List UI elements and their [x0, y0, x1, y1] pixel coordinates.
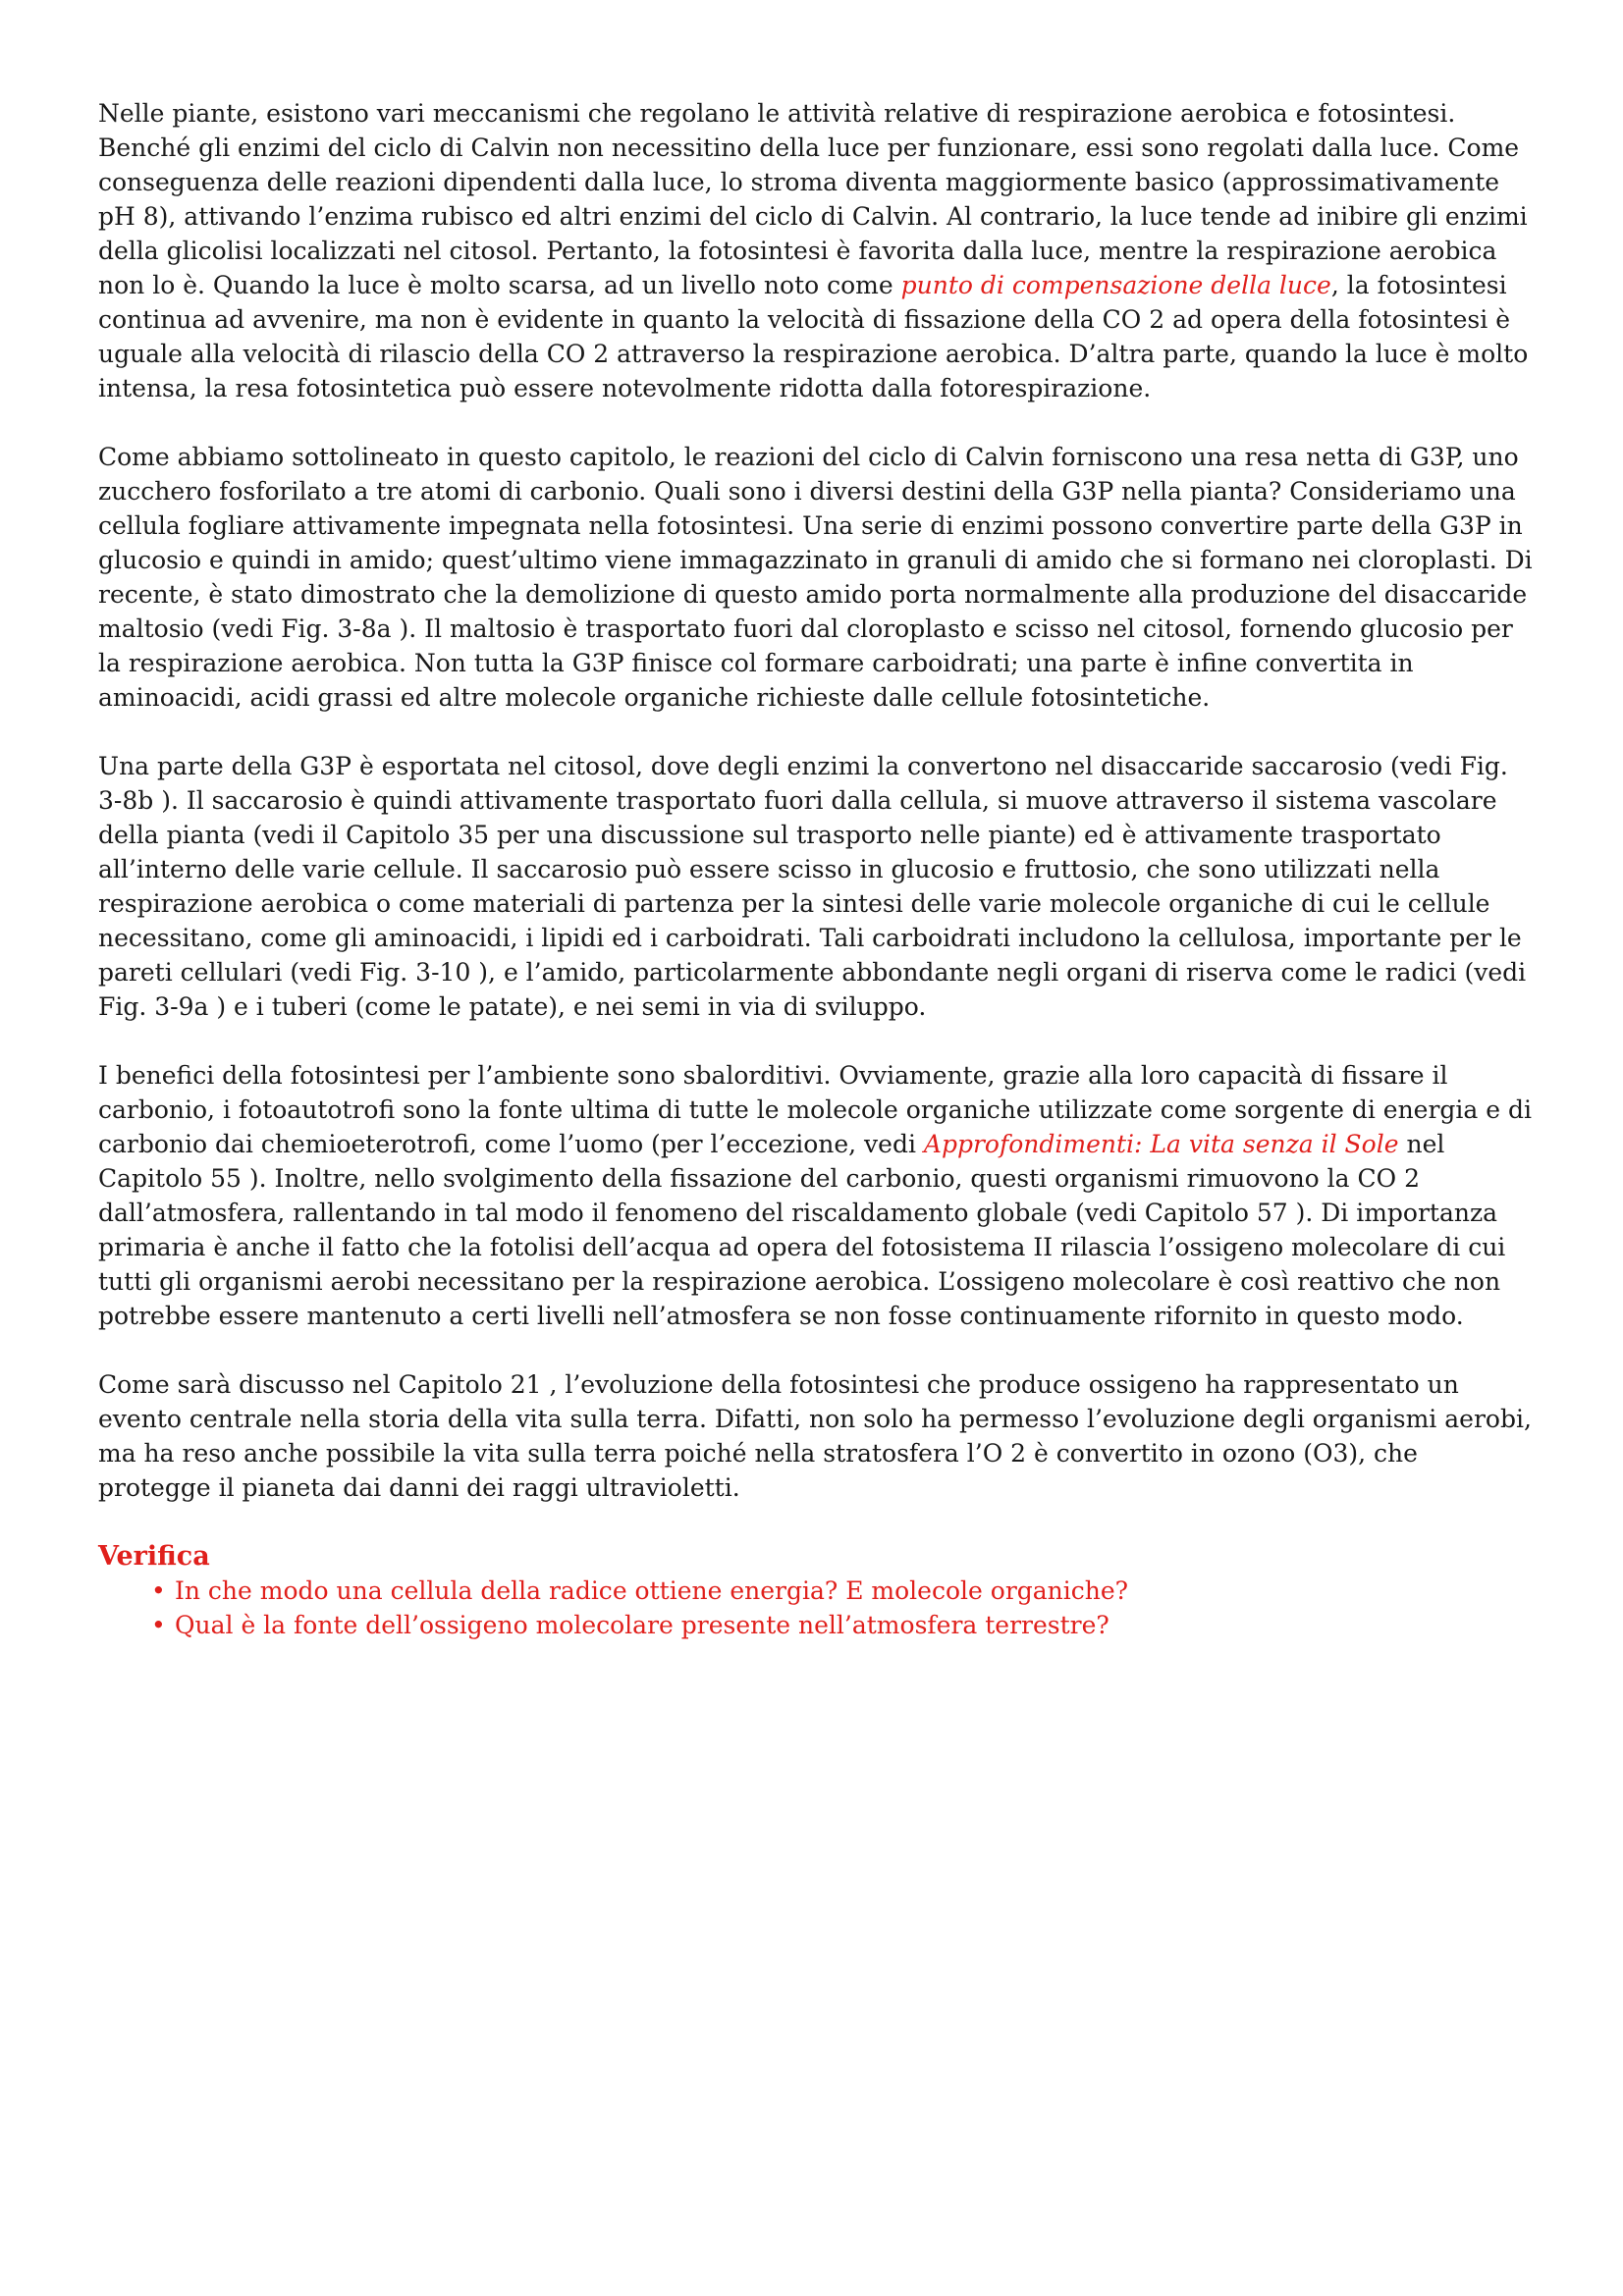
question-text: In che modo una cellula della radice ottiene energia? E molecole organiche?: [175, 1576, 1129, 1605]
question-text: Qual è la fonte dell’ossigeno molecolare presente nell’atmosfera terrestre?: [175, 1611, 1109, 1639]
paragraph-saccarosio: Una parte della G3P è esportata nel citosol, dove degli enzimi la convertono nel disaccaride saccarosio (vedi Fig. 3-8b ). Il saccarosio è quindi attivamente trasportato fuori dalla cellula, si muove attraverso il sistema vascolare della pianta (vedi il Capitolo 35 per una discussione sul trasporto nelle piante) ed è attivamente trasportato all’interno delle varie cellule. Il saccarosio può essere scisso in glucosio e fruttosio, che sono utilizzati nella respirazione aerobica o come materiali di partenza per la sintesi delle varie molecole organiche di cui le cellule necessitano, come gli aminoacidi, i lipidi ed i carboidrati. Tali carboidrati includono la cellulosa, importante per le pareti cellulari (vedi Fig. 3-10 ), e l’amido, particolarmente abbondante negli organi di riserva come le radici (vedi Fig. 3-9a ) e i tuberi (come le patate), e nei semi in via di sviluppo.: [98, 752, 1527, 1021]
paragraph-text: nel Capitolo 55 ). Inoltre, nello svolgimento della fissazione del carbonio, questi organismi rimuovono la CO 2 dall’atmosfera, rallentando in tal modo il fenomeno del riscaldamento globale (vedi Capitolo 57 ). Di importanza primaria è anche il fatto che la fotolisi dell’acqua ad opera del fotosistema II rilascia l’ossigeno molecolare di cui tutti gli organismi aerobi necessitano per la respirazione aerobica. L’ossigeno molecolare è così reattivo che non potrebbe essere mantenuto a certi livelli nell’atmosfera se non fosse continuamente rifornito in questo modo.: [98, 1130, 1506, 1330]
paragraph-text: Nelle piante, esistono vari meccanismi che regolano le attività relative di respirazione aerobica e fotosintesi. Benché gli enzimi del ciclo di Calvin non necessitino della luce per funzionare, essi sono regolati dalla luce. Come conseguenza delle reazioni dipendenti dalla luce, lo stroma diventa maggiormente basico (approssimativamente pH 8), attivando l’enzima rubisco ed altri enzimi del ciclo di Calvin. Al contrario, la luce tende ad inibire gli enzimi della glicolisi localizzati nel citosol. Pertanto, la fotosintesi è favorita dalla luce, mentre la respirazione aerobica non lo è. Quando la luce è molto scarsa, ad un livello noto come: [98, 99, 1528, 299]
verifica-heading: Verifica: [98, 1541, 210, 1572]
verifica-question: [151, 1608, 1537, 1642]
paragraph-text: I benefici della fotosintesi per l’ambiente sono sbalorditivi. Ovviamente, grazie alla loro capacità di fissare il carbonio, i fotoautotrofi sono la fonte ultima di tutte le molecole organiche utilizzate come sorgente di energia e di carbonio dai chemioeterotrofi, come l’uomo (per l’eccezione, vedi: [98, 1061, 1533, 1158]
paragraph-light-regulation: [98, 96, 1537, 405]
verifica-section: [98, 1539, 1537, 1642]
link-approfondimenti[interactable]: Approfondimenti: La vita senza il Sole: [923, 1130, 1399, 1158]
document-page: [98, 96, 1537, 1642]
paragraph-evoluzione: Come sarà discusso nel Capitolo 21 , l’evoluzione della fotosintesi che produce ossigeno ha rappresentato un evento centrale nella storia della vita sulla terra. Difatti, non solo ha permesso l’evoluzione degli organismi aerobi, ma ha reso anche possibile la vita sulla terra poiché nella stratosfera l’O 2 è convertito in ozono (O3), che protegge il pianeta dai danni dei raggi ultravioletti.: [98, 1370, 1532, 1502]
bullet-icon: •: [151, 1611, 166, 1639]
verifica-question-list: [98, 1574, 1537, 1642]
paragraph-benefici: [98, 1058, 1537, 1333]
bullet-icon: •: [151, 1576, 166, 1605]
term-punto-di-compensazione[interactable]: punto di compensazione della luce: [900, 271, 1331, 299]
paragraph-g3p-fate: Come abbiamo sottolineato in questo capitolo, le reazioni del ciclo di Calvin forniscono una resa netta di G3P, uno zucchero fosforilato a tre atomi di carbonio. Quali sono i diversi destini della G3P nella pianta? Consideriamo una cellula fogliare attivamente impegnata nella fotosintesi. Una serie di enzimi possono convertire parte della G3P in glucosio e quindi in amido; quest’ultimo viene immagazzinato in granuli di amido che si formano nei cloroplasti. Di recente, è stato dimostrato che la demolizione di questo amido porta normalmente alla produzione del disaccaride maltosio (vedi Fig. 3-8a ). Il maltosio è trasportato fuori dal cloroplasto e scisso nel citosol, fornendo glucosio per la respirazione aerobica. Non tutta la G3P finisce col formare carboidrati; una parte è infine convertita in aminoacidi, acidi grassi ed altre molecole organiche richieste dalle cellule fotosintetiche.: [98, 443, 1533, 712]
verifica-question: [151, 1574, 1537, 1608]
paragraph-text: , la fotosintesi continua ad avvenire, ma non è evidente in quanto la velocità di fissazione della CO 2 ad opera della fotosintesi è uguale alla velocità di rilascio della CO 2 attraverso la respirazione aerobica. D’altra parte, quando la luce è molto intensa, la resa fotosintetica può essere notevolmente ridotta dalla fotorespirazione.: [98, 271, 1529, 402]
